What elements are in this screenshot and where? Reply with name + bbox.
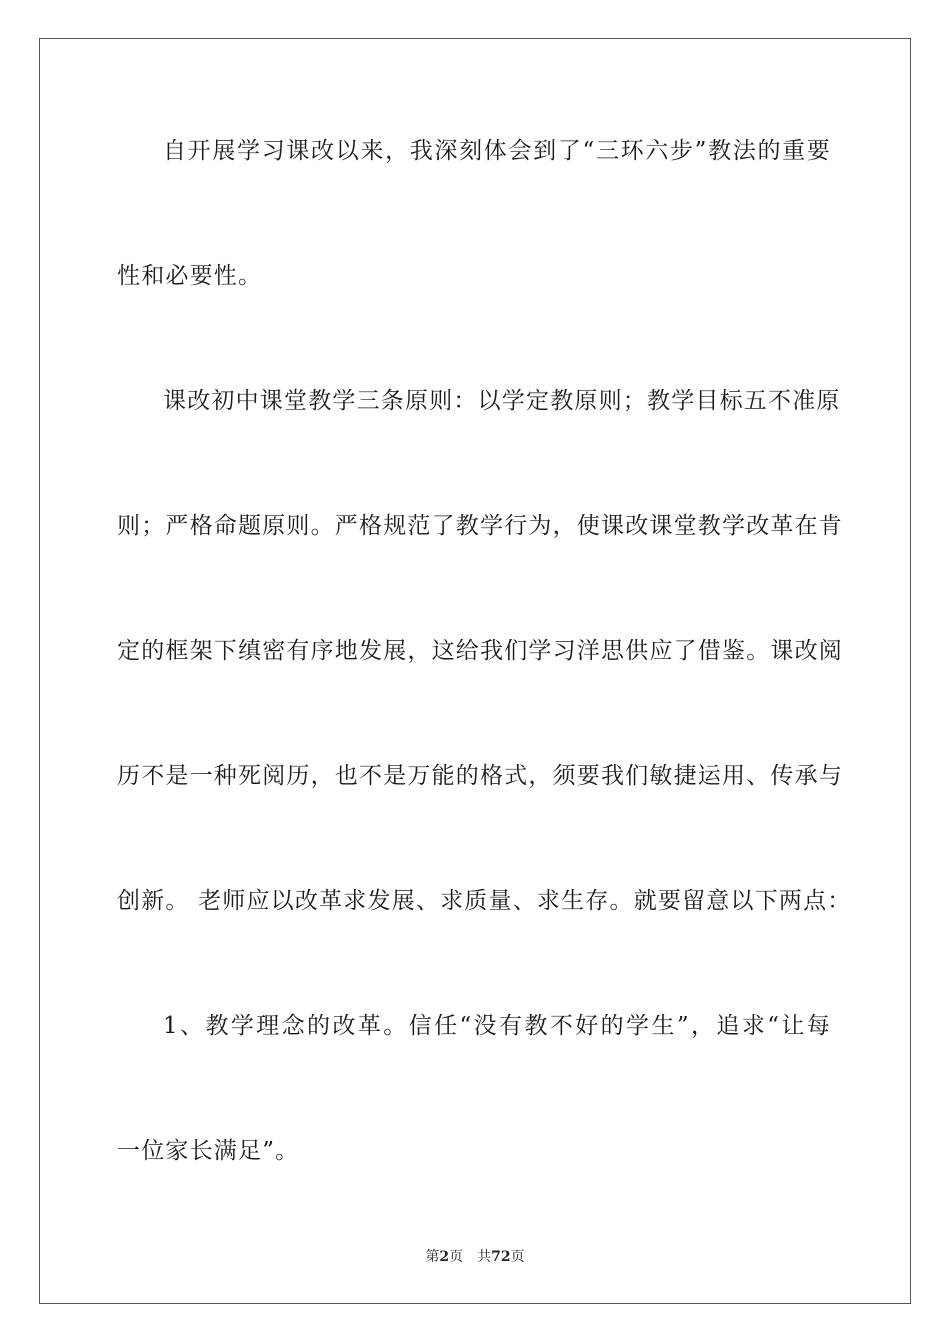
paragraph-line: 课改初中课堂教学三条原则：以学定教原则；教学目标五不准原 [163,388,841,414]
page-prefix: 第 [425,1249,440,1265]
paragraph-line: 性和必要性。 [117,263,263,289]
page-number: 2 [439,1249,450,1265]
page-suffix: 页 [449,1249,464,1265]
paragraph-line: 一位家长满足”。 [117,1138,300,1164]
paragraph-line: 则；严格命题原则。严格规范了教学行为，使课改课堂教学改革在肯 [117,513,843,539]
page-footer [0,1248,950,1266]
total-suffix: 页 [510,1249,525,1265]
paragraph-line: 创新。 老师应以改革求发展、求质量、求生存。就要留意以下两点： [117,888,852,914]
page-border [39,38,911,1304]
paragraph-line: 1、教学理念的改革。信任“没有教不好的学生”，追求“让每 [163,1013,831,1039]
paragraph-line: 自开展学习课改以来，我深刻体会到了“三环六步”教法的重要 [163,138,831,164]
total-pages: 72 [491,1249,511,1265]
paragraph-line: 历不是一种死阅历，也不是万能的格式，须要我们敏捷运用、传承与 [117,763,843,789]
total-prefix: 共 [477,1249,492,1265]
paragraph-line: 定的框架下缜密有序地发展，这给我们学习洋思供应了借鉴。课改阅 [117,638,843,664]
